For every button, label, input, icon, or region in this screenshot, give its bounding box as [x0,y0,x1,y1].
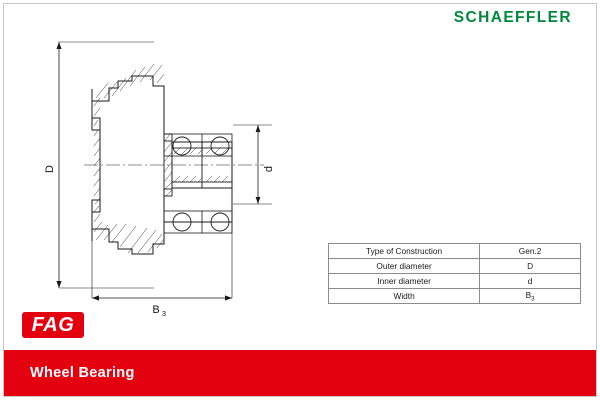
spec-value: d [480,274,581,289]
svg-text:3: 3 [161,309,167,316]
label-inner-diameter: d [263,165,275,173]
section-hatching-upper [94,130,164,253]
product-title: Wheel Bearing [30,365,135,381]
section-hatching-lower [94,64,164,126]
spec-value: Gen.2 [480,244,581,259]
spec-key: Width [329,289,480,304]
specification-table [328,243,581,304]
svg-text:B: B [152,304,160,316]
table-row [329,259,581,274]
spec-key: Inner diameter [329,274,480,289]
table-row [329,244,581,259]
table-row [329,274,581,289]
footer-bar [4,350,596,396]
spec-value: D [480,259,581,274]
table-row [329,289,581,304]
hub-right-closure [164,134,232,222]
spec-value-text: B [525,289,532,300]
label-width [152,304,166,316]
label-outer-diameter: D [44,165,56,173]
bearing-cross-section-drawing [14,26,344,316]
fag-logo-text: FAG [22,312,84,338]
spec-value-subscript: 3 [531,296,535,303]
spec-value [480,289,581,304]
fag-logo [22,312,84,338]
dimension-line-inner-diameter [233,125,272,204]
spec-key: Outer diameter [329,259,480,274]
schaeffler-brand-logo: SCHAEFFLER [453,9,572,26]
spec-key: Type of Construction [329,244,480,259]
